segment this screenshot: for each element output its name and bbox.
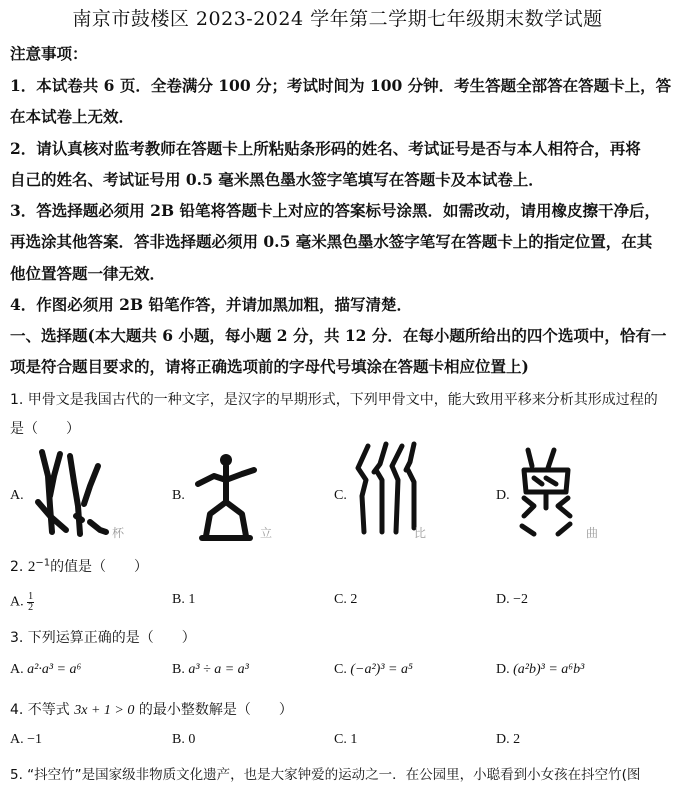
q4-option-c-label: C. xyxy=(334,732,347,747)
notice-line-3: 2．请认真核对监考教师在答题卡上所粘贴条形码的姓名、考试证号是否与本人相符合，再将 xyxy=(10,139,641,158)
q3-option-a-label: A. xyxy=(10,662,24,677)
q1-option-b-label: B. xyxy=(172,488,185,503)
q4-option-b-label: B. xyxy=(172,732,185,747)
q4-stem-prefix: 4. 不等式 xyxy=(10,702,70,718)
q1-option-b-caption: 立 xyxy=(260,526,273,540)
q2-option-b-label: B. xyxy=(172,592,185,607)
q3-option-a xyxy=(10,662,81,678)
q2-option-a-label: A. xyxy=(10,594,24,610)
q3-option-d-label: D. xyxy=(496,662,510,677)
q4-option-b-value: 0 xyxy=(188,732,196,747)
notice-line-5: 3．答选择题必须用 2B 铅笔将答题卡上对应的答案标号涂黑．如需改动，请用橡皮擦干净后， xyxy=(10,201,660,220)
fraction-numerator: 1 xyxy=(28,591,34,602)
q2-option-d xyxy=(496,592,528,608)
q1-option-c-label: C. xyxy=(334,488,347,503)
q3-option-c xyxy=(334,662,413,678)
q2-option-a-fraction xyxy=(27,592,34,613)
q2-number: 2. xyxy=(10,559,24,575)
notice-heading: 注意事项： xyxy=(10,44,88,63)
notice-line-7: 他位置答题一律无效． xyxy=(10,264,166,283)
notice-line-2: 在本试卷上无效． xyxy=(10,107,135,126)
q4-option-d-label: D. xyxy=(496,732,510,747)
q1-stem-line-1: 1. 甲骨文是我国古代的一种文字，是汉字的早期形式，下列甲骨文中，能大致用平移来分析其形成过程的 xyxy=(10,392,658,408)
q2-option-d-label: D. xyxy=(496,592,510,607)
q3-option-c-expression: (−a²)³ = a⁵ xyxy=(350,662,413,677)
q2-base: 2 xyxy=(27,559,36,575)
q3-option-d xyxy=(496,662,584,678)
q1-option-d-label: D. xyxy=(496,488,510,503)
q4-option-a xyxy=(10,732,42,748)
q4-option-c xyxy=(334,732,357,748)
fraction-denominator: 2 xyxy=(28,602,34,613)
q2-option-c xyxy=(334,592,357,608)
q2-stem-suffix: 的值是（ ） xyxy=(50,559,149,575)
q2-stem xyxy=(10,556,665,576)
notice-line-1: 1．本试卷共 6 页．全卷满分 100 分；考试时间为 100 分钟．考生答题全部答在答题卡上，答 xyxy=(10,76,672,95)
q2-exponent: −1 xyxy=(35,557,51,569)
q2-option-c-label: C. xyxy=(334,592,347,607)
q4-option-d-value: 2 xyxy=(513,732,521,747)
q5-stem: 5. “抖空竹”是国家级非物质文化遗产，也是大家钟爱的运动之一．在公园里，小聪看到小女孩在抖空竹(图 xyxy=(10,767,641,783)
q2-option-d-value: −2 xyxy=(513,592,529,607)
oracle-glyph-qu-icon xyxy=(514,446,594,542)
q3-option-b-expression: a³ ÷ a = a³ xyxy=(188,662,249,677)
q4-option-d xyxy=(496,732,520,748)
section-heading-line-2: 项是符合题目要求的，请将正确选项前的字母代号填涂在答题卡相应位置上) xyxy=(10,357,529,376)
oracle-glyph-bei-icon xyxy=(30,446,120,541)
q3-option-a-expression: a²·a³ = a⁶ xyxy=(27,662,82,677)
notice-line-6: 再选涂其他答案．答非选择题必须用 0.5 毫米黑色墨水签字笔写在答题卡上的指定位置，在其 xyxy=(10,232,653,251)
q3-option-c-label: C. xyxy=(334,662,347,677)
q4-stem-suffix: 的最小整数解是（ ） xyxy=(138,702,293,718)
q1-option-a-label: A. xyxy=(10,488,24,503)
q3-stem: 3. 下列运算正确的是（ ） xyxy=(10,630,196,646)
q4-option-b xyxy=(172,732,195,748)
section-heading-line-1: 一、选择题(本大题共 6 小题，每小题 2 分，共 12 分．在每小题所给出的四个选项中，恰有一 xyxy=(10,326,667,345)
notice-line-4: 自己的姓名、考试证号用 0.5 毫米黑色墨水签字笔填写在答题卡及本试卷上． xyxy=(10,170,544,189)
q1-option-c-caption: 比 xyxy=(414,526,427,540)
q1-option-a-caption: 杯 xyxy=(112,526,125,540)
q1-stem-line-2: 是（ ） xyxy=(10,421,80,437)
q4-inequality: 3x + 1 > 0 xyxy=(74,703,135,718)
q1-option-d-caption: 曲 xyxy=(586,526,599,540)
q2-option-c-value: 2 xyxy=(350,592,358,607)
q3-option-d-expression: (a²b)³ = a⁶b³ xyxy=(513,662,585,677)
notice-line-8: 4．作图必须用 2B 铅笔作答，并请加黑加粗，描写清楚． xyxy=(10,295,412,314)
q2-option-b xyxy=(172,592,195,608)
q3-option-b xyxy=(172,662,249,678)
page-title: 南京市鼓楼区 2023-2024 学年第二学期七年级期末数学试题 xyxy=(72,8,603,30)
q4-option-a-label: A. xyxy=(10,732,24,747)
q4-option-a-value: −1 xyxy=(27,732,43,747)
q3-option-b-label: B. xyxy=(172,662,185,677)
q4-option-c-value: 1 xyxy=(350,732,358,747)
q2-option-a xyxy=(10,592,34,613)
q2-option-b-value: 1 xyxy=(188,592,196,607)
q4-stem xyxy=(10,699,665,719)
